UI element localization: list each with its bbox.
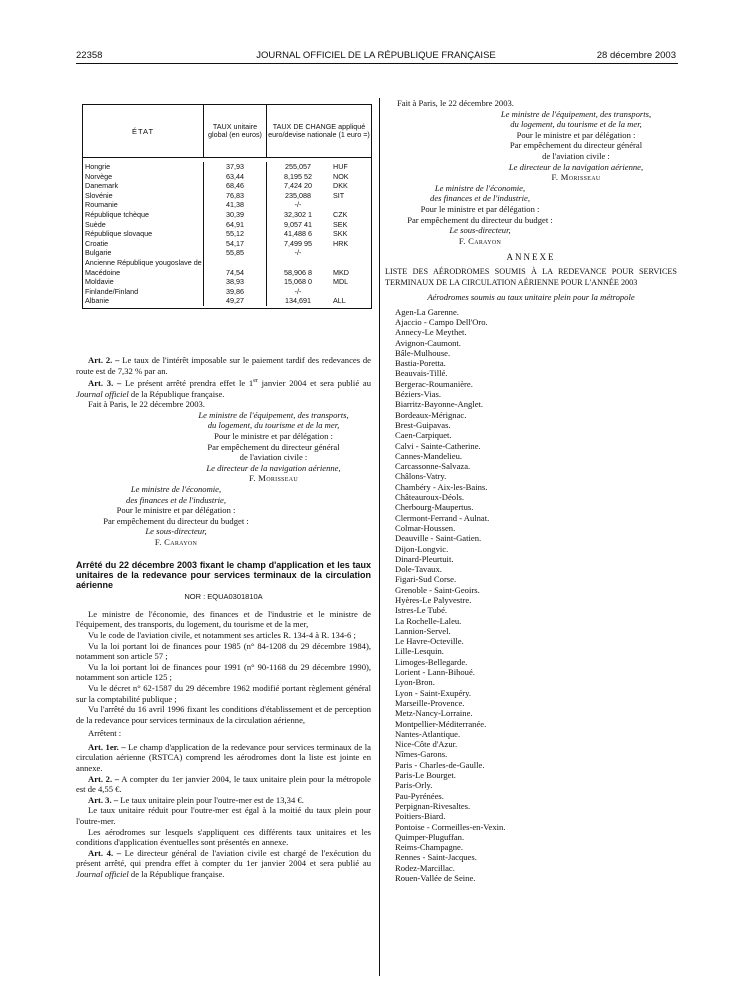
currency-code: NOK <box>333 171 349 181</box>
list-item: Chambéry - Aix-les-Bains. <box>395 481 488 492</box>
article-text: Le présent arrêté prendra effet le 1 <box>121 378 254 389</box>
table-cell-taux <box>204 210 266 220</box>
signatory-name: F. Morisseau <box>249 473 298 484</box>
list-item: Clermont-Ferrand - Aulnat. <box>395 512 490 523</box>
aerodrome-list <box>385 307 677 884</box>
article-text: Le taux de l'intérêt imposable sur le paiement tardif des redevances de route est de 7,32 % par an. <box>76 355 371 376</box>
signatory-name: F. Morisseau <box>551 172 601 183</box>
table-cell-etat: Ancienne République yougoslave de Macédoine <box>85 257 202 277</box>
list-item: Lille-Lesquin. <box>395 646 444 657</box>
table-cell-change <box>267 239 371 249</box>
table-cell-etat: Finlande/Finland <box>85 286 139 296</box>
table-cell-change <box>267 210 371 220</box>
signature-line: du logement, du tourisme et de la mer, <box>207 420 340 431</box>
list-item: Biarritz-Bayonne-Anglet. <box>395 399 484 410</box>
article-text: Le directeur général de l'aviation civile est chargé de l'exécution du présent arrêté, qui prendra effet à compter du 1er janvier 2004 et sera publié au <box>76 847 371 869</box>
taux-value: 63,44 <box>226 171 244 181</box>
signature-line: Le ministre de l'équipement, des transports, <box>198 409 349 420</box>
list-item: Annecy-Le Meythet. <box>395 327 467 338</box>
currency-code: SEK <box>333 219 348 229</box>
list-item: Quimper-Pluguffan. <box>395 831 465 842</box>
article-text: de la République française. <box>128 388 225 399</box>
article-2 <box>76 355 371 376</box>
signature-line: Le ministre de l'économie, <box>130 483 222 494</box>
change-value: 41,488 6 <box>284 229 312 239</box>
article-label: Art. 2. – <box>88 773 120 784</box>
table-cell-etat: Roumanie <box>85 200 118 210</box>
list-item: Reims-Champagne. <box>395 842 464 853</box>
list-item: Lyon-Bron. <box>395 677 435 688</box>
change-column <box>266 162 371 306</box>
list-item: Paris - Charles-de-Gaulle. <box>395 759 485 770</box>
currency-code: SIT <box>333 190 345 200</box>
list-item: La Rochelle-Laleu. <box>395 615 462 626</box>
visa: Vu la loi portant loi de finances pour 1985 (n° 84-1208 du 29 décembre 1984), notamment son article 57 ; <box>76 640 371 662</box>
signature-line: des finances et de l'industrie, <box>430 193 530 204</box>
currency-code: CZK <box>333 209 348 219</box>
table-cell-change <box>267 162 371 172</box>
header-etat: ÉTAT <box>131 126 155 136</box>
table-header <box>83 105 371 158</box>
page-number: 22358 <box>76 50 103 61</box>
list-item: Perpignan-Rivesaltes. <box>395 800 471 811</box>
article-label: Art. 1er. – <box>88 741 126 752</box>
journal-ref: Journal officiel <box>76 869 129 879</box>
column-divider <box>379 98 380 976</box>
table-cell-change <box>267 200 371 210</box>
list-item: Figari-Sud Corse. <box>395 574 457 585</box>
arretent: Arrêtent : <box>88 728 122 739</box>
change-value: 235,088 <box>285 190 311 200</box>
table-cell-etat: Hongrie <box>85 162 111 171</box>
list-item: Limoges-Bellegarde. <box>395 656 468 667</box>
list-item: Nantes-Atlantique. <box>395 728 461 739</box>
list-item: Béziers-Vias. <box>395 389 442 400</box>
list-item: Bâle-Mulhouse. <box>395 347 451 358</box>
table-cell-taux <box>204 191 266 201</box>
change-value: 8,195 52 <box>284 171 312 181</box>
list-item: Deauville - Saint-Gatien. <box>395 533 482 544</box>
article-text: janvier 2004 et sera publié au <box>257 378 371 389</box>
currency-code: MKD <box>333 267 349 277</box>
currency-code: SKK <box>333 229 348 239</box>
issue-date: 28 décembre 2003 <box>596 50 676 61</box>
taux-value: 64,91 <box>226 219 244 229</box>
signature-line: Pour le ministre et par délégation : <box>516 129 636 140</box>
table-cell-change <box>267 258 371 277</box>
etat-column <box>83 162 203 306</box>
list-item: Rennes - Saint-Jacques. <box>395 852 477 863</box>
journal-title: JOURNAL OFFICIEL DE LA RÉPUBLIQUE FRANÇAISE <box>256 50 496 61</box>
list-item: Le Havre-Octeville. <box>395 636 464 647</box>
header-rule <box>76 63 678 64</box>
signature-line: Pour le ministre et par délégation : <box>420 203 540 214</box>
taux-value: 55,12 <box>226 229 244 239</box>
list-item: Pau-Pyrénées. <box>395 790 444 801</box>
list-item: Châlons-Vatry. <box>395 471 447 482</box>
fait-a-paris: Fait à Paris, le 22 décembre 2003. <box>88 399 205 410</box>
taux-column <box>203 162 266 306</box>
table-cell-taux <box>204 277 266 287</box>
signature-line: Pour le ministre et par délégation : <box>116 505 236 516</box>
article-text: Le taux unitaire plein pour l'outre-mer est de 13,34 €. <box>118 794 304 805</box>
signature-line: de l'aviation civile : <box>542 150 610 161</box>
table-cell-taux <box>204 258 266 277</box>
list-item: Ajaccio - Campo Dell'Oro. <box>395 316 488 327</box>
signature-line: de l'aviation civile : <box>239 452 308 463</box>
signature-line: Par empêchement du directeur général <box>509 140 643 151</box>
change-value: 58,906 8 <box>284 267 312 277</box>
taux-value: 49,27 <box>226 296 244 306</box>
signature-line: du logement, du tourisme et de la mer, <box>510 119 642 130</box>
list-item: Beauvais-Tillé. <box>395 368 448 379</box>
list-item: Lannion-Servel. <box>395 625 451 636</box>
list-item: Carcassonne-Salvaza. <box>395 461 471 472</box>
table-cell-taux <box>204 220 266 230</box>
currency-code: HRK <box>333 238 349 248</box>
signature-line: Le sous-directeur, <box>145 526 207 537</box>
article-1 <box>76 742 371 774</box>
signature-block-1 <box>385 109 677 183</box>
list-item: Poitiers-Biard. <box>395 811 446 822</box>
change-value: 7,424 20 <box>284 181 312 191</box>
list-item: Dole-Tavaux. <box>395 564 442 575</box>
list-item: Avignon-Caumont. <box>395 337 461 348</box>
taux-value: 54,17 <box>226 238 244 248</box>
currency-code: ALL <box>333 296 346 306</box>
list-item: Dinard-Pleurtuit. <box>395 553 454 564</box>
list-item: Calvi - Sainte-Catherine. <box>395 440 481 451</box>
table-cell-etat: Bulgarie <box>85 248 112 258</box>
list-item: Bergerac-Roumanière. <box>395 378 473 389</box>
list-item: Montpellier-Méditerranée. <box>395 718 487 729</box>
taux-value: 74,54 <box>226 267 244 277</box>
table-cell-change <box>267 287 371 297</box>
table-cell-etat: Suède <box>85 219 106 229</box>
article-3-para: Les aérodromes sur lesquels s'appliquent ces différents taux unitaires et les conditions d'application éventuelles sont présentés en annexe. <box>76 826 371 848</box>
journal-ref: Journal officiel <box>76 388 129 399</box>
visa: Vu l'arrêté du 16 avril 1996 fixant les conditions d'établissement et de perception de la redevance pour services terminaux de la circulation aérienne, <box>76 704 371 725</box>
signature-line: des finances et de l'industrie, <box>126 494 226 505</box>
list-item: Lyon - Saint-Exupéry. <box>395 687 472 698</box>
fait-a-paris: Fait à Paris, le 22 décembre 2003. <box>397 98 514 108</box>
currency-code <box>329 248 371 258</box>
annexe-heading: ANNEXE <box>506 252 556 263</box>
list-item: Cherbourg-Maupertus. <box>395 502 474 513</box>
table-cell-taux <box>204 162 266 172</box>
table-cell-change <box>267 172 371 182</box>
article-label: Art. 3. – <box>88 378 122 389</box>
signature-block-2 <box>76 484 276 548</box>
taux-value: 39,86 <box>226 286 244 296</box>
table-cell-change <box>267 277 371 287</box>
taux-value: 68,46 <box>226 181 244 191</box>
table-cell-taux <box>204 229 266 239</box>
article-3-arrete <box>76 795 371 806</box>
currency-code <box>329 200 371 210</box>
visa: Vu la loi portant loi de finances pour 1991 (n° 90-1168 du 29 décembre 1990), notamment son article 125 ; <box>76 661 371 683</box>
list-item: Nîmes-Garons. <box>395 749 448 760</box>
table-cell-taux <box>204 287 266 297</box>
taux-value: 37,93 <box>226 162 244 171</box>
page-header <box>76 50 676 64</box>
list-item: Istres-Le Tubé. <box>395 605 448 616</box>
article-label: Art. 2. – <box>88 355 120 365</box>
change-value: 255,057 <box>285 162 311 171</box>
list-item: Colmar-Houssen. <box>395 522 456 533</box>
nor-reference: NOR : EQUA0301810A <box>184 592 263 602</box>
list-item: Marseille-Provence. <box>395 697 465 708</box>
article-label: Art. 4. – <box>88 847 122 858</box>
signature-line: Le ministre de l'équipement, des transports, <box>500 108 652 119</box>
list-item: Lorient - Lann-Bihoué. <box>395 667 475 678</box>
change-value: 9,057 41 <box>284 219 312 229</box>
taux-value: 55,85 <box>226 248 244 258</box>
signature-line: Le sous-directeur, <box>449 225 511 236</box>
table-cell-taux <box>204 296 266 306</box>
table-cell-taux <box>204 239 266 249</box>
currency-code: MDL <box>333 277 349 287</box>
article-3 <box>76 376 371 399</box>
list-item: Bastia-Poretta. <box>395 358 446 369</box>
header-taux: TAUX unitaire global (en euros) <box>203 105 266 157</box>
list-item: Hyères-Le Palyvestre. <box>395 595 472 605</box>
table-cell-etat: Moldavie <box>85 277 114 287</box>
table-cell-taux <box>204 200 266 210</box>
change-value: 15,068 0 <box>284 277 312 287</box>
list-item: Rouen-Vallée de Seine. <box>395 873 476 884</box>
article-3-para: Le taux unitaire réduit pour l'outre-mer est égal à la moitié du taux plein pour l'outre-mer. <box>76 805 371 827</box>
liste-title: LISTE DES AÉRODROMES SOUMIS À LA REDEVANCE POUR SERVICES TERMINAUX DE LA CIRCULATION AÉRIENNE POUR L'ANNÉE 2003 <box>385 266 677 287</box>
signature-line: Par empêchement du directeur général <box>207 441 340 452</box>
signature-line: Le directeur de la navigation aérienne, <box>206 462 341 473</box>
list-item: Paris-Orly. <box>395 780 433 791</box>
change-value: 134,691 <box>285 296 311 306</box>
table-cell-change <box>267 229 371 239</box>
table-cell-etat: Albanie <box>85 296 109 306</box>
table-cell-etat: République slovaque <box>85 229 153 239</box>
list-item: Metz-Nancy-Lorraine. <box>395 708 473 719</box>
table-cell-change <box>267 296 371 306</box>
list-item: Grenoble - Saint-Geoirs. <box>395 584 480 595</box>
list-item: Pontoise - Cormeilles-en-Vexin. <box>395 821 506 832</box>
list-item: Paris-Le Bourget. <box>395 770 456 781</box>
list-item: Châteauroux-Déols. <box>395 492 464 503</box>
article-2-arrete <box>76 774 371 795</box>
table-cell-change <box>267 191 371 201</box>
visa: Vu le décret n° 62-1587 du 29 décembre 1962 modifié portant règlement général sur la comptabilité publique ; <box>76 682 371 704</box>
list-item: Brest-Guipavas. <box>395 419 451 430</box>
left-column <box>76 355 371 880</box>
taux-value: 76,83 <box>226 190 244 200</box>
signature-block-1 <box>76 410 371 484</box>
list-item: Bordeaux-Mérignac. <box>395 409 467 420</box>
right-column <box>385 98 677 883</box>
signature-line: Par empêchement du directeur du budget : <box>103 515 249 526</box>
list-item: Nice-Côte d'Azur. <box>395 739 458 750</box>
table-cell-change <box>267 181 371 191</box>
signature-line: Par empêchement du directeur du budget : <box>407 214 553 225</box>
table-cell-etat: Danemark <box>85 181 119 191</box>
table-cell-taux <box>204 248 266 258</box>
signatory-name: F. Carayon <box>154 536 198 547</box>
table-cell-etat: Norvège <box>85 171 113 181</box>
preamble: Le ministre de l'économie, des finances et de l'industrie et le ministre de l'équipement, des transports, du logement, du tourisme et de la mer, <box>76 608 371 630</box>
change-value: -/- <box>294 286 302 296</box>
currency-code: DKK <box>333 181 348 191</box>
change-value: 7,499 95 <box>284 238 312 248</box>
signatory-name: F. Carayon <box>458 235 502 246</box>
change-value: -/- <box>294 248 302 258</box>
list-item: Rodez-Marcillac. <box>395 862 455 873</box>
table-cell-change <box>267 220 371 230</box>
article-text: A compter du 1er janvier 2004, le taux unitaire plein pour la métropole est de 4,55 €. <box>76 773 371 795</box>
list-item: Dijon-Longvic. <box>395 543 449 554</box>
exchange-rate-table <box>82 104 372 309</box>
signature-line: Pour le ministre et par délégation : <box>214 431 333 442</box>
article-text: de la République française. <box>128 869 225 879</box>
header-change: TAUX DE CHANGE appliqué euro/devise nationale (1 euro =) <box>266 105 371 157</box>
liste-subtitle: Aérodromes soumis au taux unitaire plein pour la métropole <box>427 292 635 303</box>
article-4-arrete <box>76 848 371 880</box>
taux-value: 38,93 <box>226 277 244 287</box>
article-text: Le champ d'application de la redevance pour services terminaux de la circulation aérienne (RSTCA) comprend les aérodromes dont la liste est jointe en annexe. <box>76 741 371 774</box>
superscript: er <box>253 378 258 385</box>
arrete-title: Arrêté du 22 décembre 2003 fixant le champ d'application et les taux unitaires de la redevance pour services terminaux de la circulation aérienne <box>76 559 371 590</box>
table-cell-etat: Croatie <box>85 238 109 248</box>
list-item: Cannes-Mandelieu. <box>395 450 463 461</box>
table-cell-etat: République tchèque <box>85 209 149 219</box>
change-value: 32,302 1 <box>284 209 312 219</box>
visa: Vu le code de l'aviation civile, et notamment ses articles R. 134-4 à R. 134-6 ; <box>88 629 356 640</box>
taux-value: 41,38 <box>226 200 244 210</box>
table-cell-taux <box>204 172 266 182</box>
change-value: -/- <box>294 200 302 210</box>
currency-code <box>329 287 371 297</box>
currency-code: HUF <box>333 162 348 171</box>
table-cell-etat: Slovénie <box>85 190 113 200</box>
list-item: Agen-La Garenne. <box>395 306 459 317</box>
table-cell-taux <box>204 181 266 191</box>
signature-block-2 <box>385 183 575 247</box>
taux-value: 30,39 <box>226 209 244 219</box>
signature-line: Le directeur de la navigation aérienne, <box>508 161 644 172</box>
table-cell-change <box>267 248 371 258</box>
list-item: Caen-Carpiquet. <box>395 430 452 441</box>
signature-line: Le ministre de l'économie, <box>434 182 526 193</box>
article-label: Art. 3. – <box>88 794 119 805</box>
table-body <box>83 158 371 308</box>
